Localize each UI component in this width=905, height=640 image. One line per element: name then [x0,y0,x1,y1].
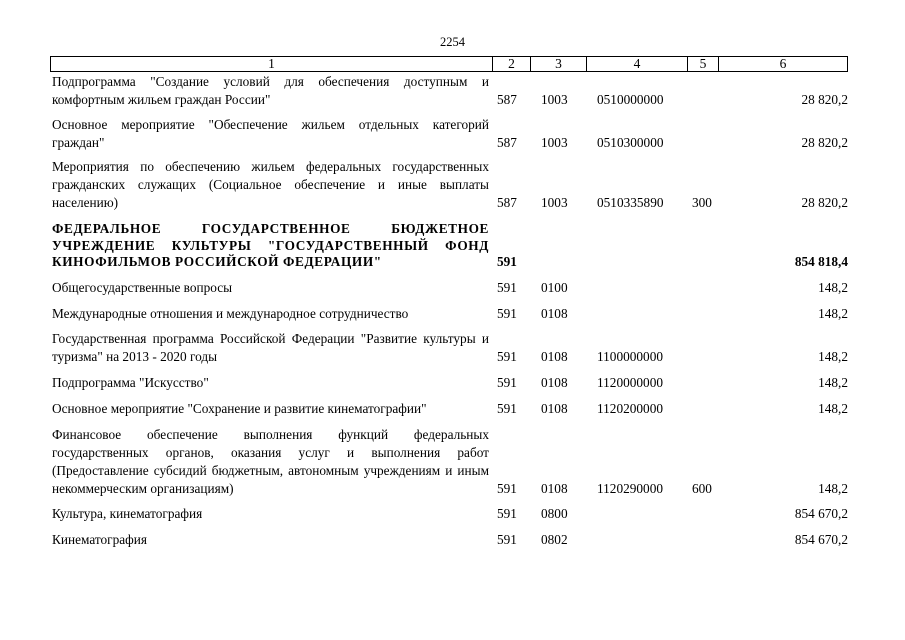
row-col-6: 148,2 [818,481,848,496]
row-col-2: 587 [497,92,517,107]
row-name: Культура, кинематография [52,506,203,521]
header-col-1: 1 [51,57,493,71]
row-col-6: 28 820,2 [801,92,848,107]
row-col-6: 854 670,2 [794,506,848,521]
row-col-6: 148,2 [818,401,848,416]
row-col-3: 1003 [541,195,568,210]
header-col-6: 6 [779,56,787,71]
row-col-6: 148,2 [818,280,848,295]
header-col-5: 5 [688,57,719,71]
row-col-2: 587 [497,195,517,210]
row-col-2: 591 [497,481,517,496]
row-name: Государственная программа Российской Федерации "Развитие культуры и туризма" на 2013 - 2020 годы [52,331,489,364]
row-name: Международные отношения и международное сотрудничество [52,306,409,321]
row-name: Общегосударственные вопросы [52,280,233,295]
row-col-4: 0510300000 [597,135,664,150]
row-col-2: 591 [497,306,517,321]
table-row [52,531,848,549]
header-col-4: 4 [587,57,688,71]
row-col-3: 0108 [541,401,568,416]
table-row [52,400,848,418]
table-row [52,426,848,498]
row-col-2: 591 [497,254,517,269]
row-col-4: 1120000000 [597,375,663,390]
row-col-4: 0510000000 [597,92,664,107]
row-col-6: 28 820,2 [801,135,848,150]
row-col-6: 148,2 [818,306,848,321]
table-row [52,505,848,523]
table-row [52,116,848,152]
row-name: Основное мероприятие "Сохранение и развитие кинематографии" [52,401,427,416]
row-col-3: 0108 [541,481,568,496]
row-name: Кинематография [52,532,148,547]
row-col-3: 0802 [541,532,568,547]
row-col-3: 0800 [541,506,568,521]
row-col-6: 28 820,2 [801,195,848,210]
table-header [50,56,848,72]
row-name: Мероприятия по обеспечению жильем федеральных государственных гражданских служащих (Социальное обеспечение и иные выплаты населению) [52,159,489,210]
page-number: 2254 [440,35,465,49]
row-col-3: 0108 [541,349,568,364]
table-row [52,330,848,366]
row-col-6: 854 670,2 [794,532,848,547]
row-col-2: 591 [497,532,517,547]
row-col-6: 148,2 [818,349,848,364]
row-col-4: 1100000000 [597,349,663,364]
table-row [52,220,848,271]
row-name: Подпрограмма "Создание условий для обеспечения доступным и комфортным жильем граждан России" [52,74,489,107]
row-col-2: 591 [497,506,517,521]
row-col-5: 300 [692,195,712,210]
table-row [52,305,848,323]
row-col-5: 600 [692,481,712,496]
row-col-4: 1120290000 [597,481,663,496]
row-col-3: 0108 [541,375,568,390]
row-col-2: 591 [497,280,517,295]
row-col-3: 1003 [541,135,568,150]
header-col-3: 3 [531,57,587,71]
row-name: Подпрограмма "Искусство" [52,375,209,390]
row-name: Основное мероприятие "Обеспечение жильем отдельных категорий граждан" [52,117,489,150]
row-name: ФЕДЕРАЛЬНОЕ ГОСУДАРСТВЕННОЕ БЮДЖЕТНОЕ УЧРЕЖДЕНИЕ КУЛЬТУРЫ "ГОСУДАРСТВЕННЫЙ ФОНД КИНОФИЛЬМОВ РОССИЙСКОЙ ФЕДЕРАЦИИ" [52,220,489,270]
row-col-4: 0510335890 [597,195,664,210]
row-col-3: 1003 [541,92,568,107]
row-col-6: 854 818,4 [794,254,848,269]
row-col-2: 587 [497,135,517,150]
row-col-3: 0108 [541,306,568,321]
table-row [52,374,848,392]
table-row [52,279,848,297]
table-row [52,158,848,212]
row-col-2: 591 [497,349,517,364]
row-col-2: 591 [497,375,517,390]
row-col-3: 0100 [541,280,568,295]
row-col-2: 591 [497,401,517,416]
row-col-6: 148,2 [818,375,848,390]
header-col-2: 2 [493,57,531,71]
row-name: Финансовое обеспечение выполнения функций федеральных государственных органов, оказания услуг и выполнения работ (Предоставление субсидий бюджетным, автономным учреждениям и иным некоммерческим организациям) [52,427,489,496]
table-row [52,73,848,109]
row-col-4: 1120200000 [597,401,663,416]
